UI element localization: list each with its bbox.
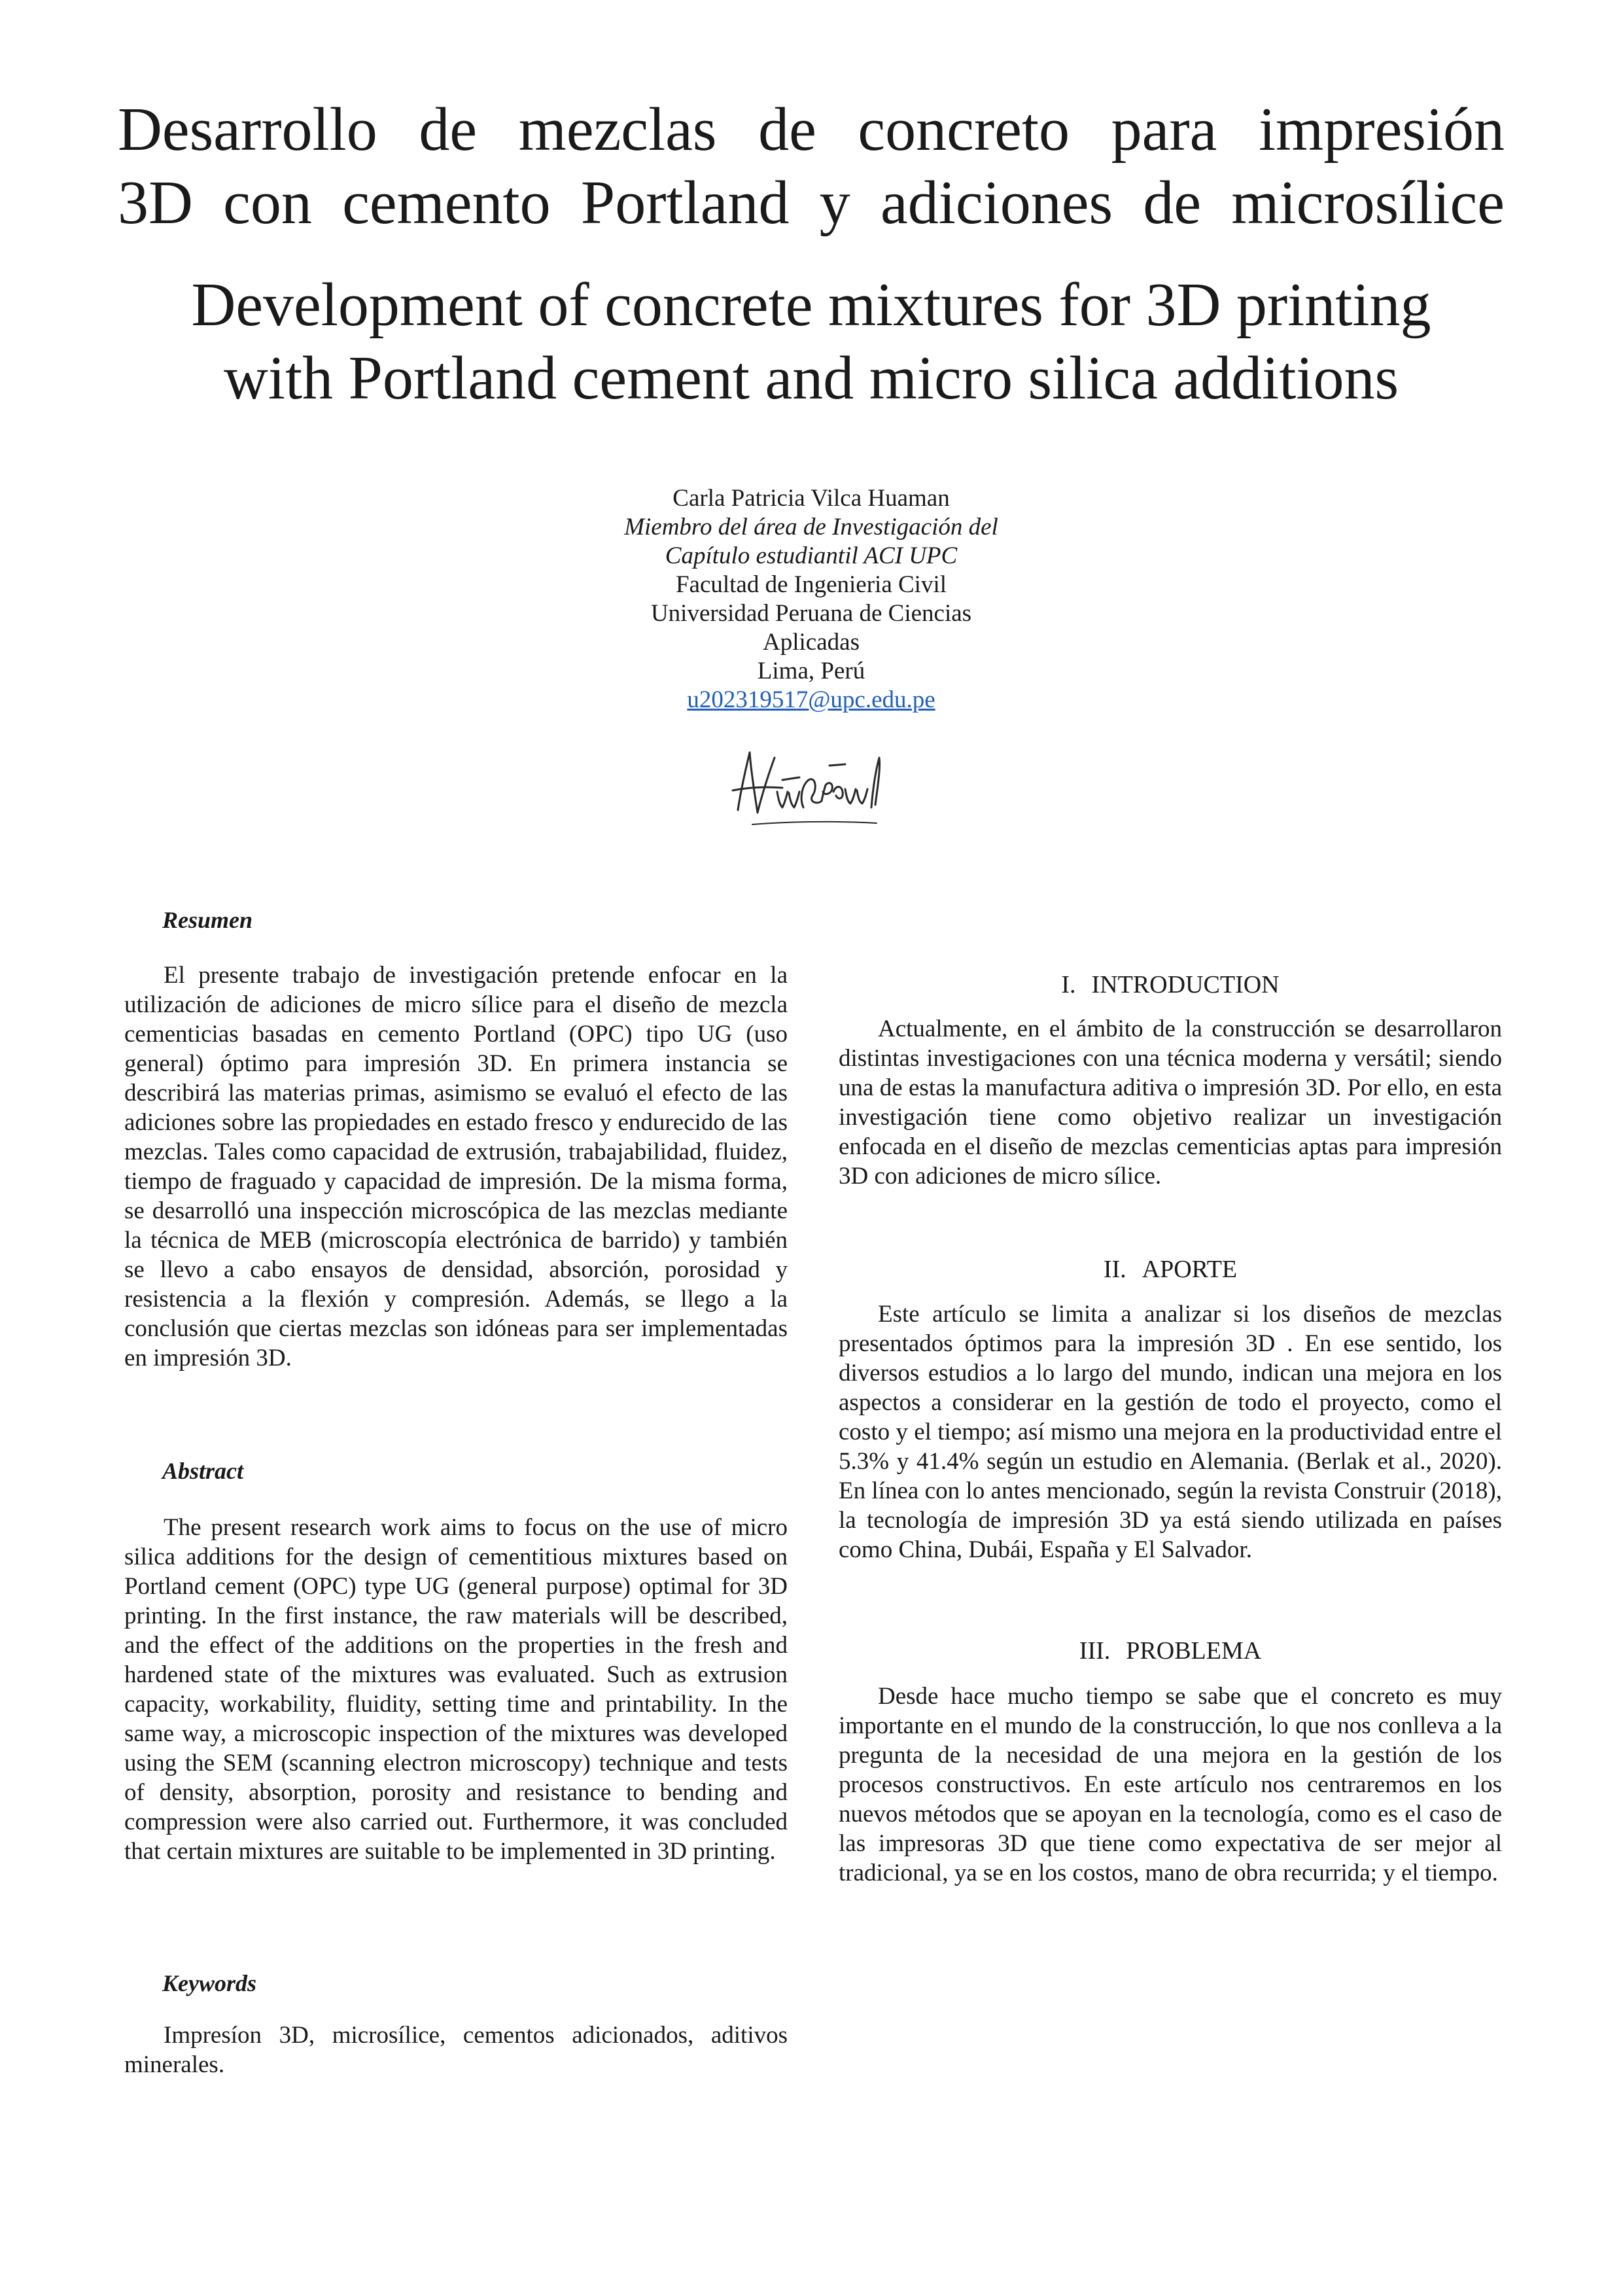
keywords-label: Keywords bbox=[162, 1970, 256, 1996]
section-title: INTRODUCTION bbox=[1091, 971, 1280, 998]
aporte-text bbox=[839, 1299, 1502, 1564]
title-spanish-line-2: 3D con cemento Portland y adiciones de microsílice bbox=[118, 169, 1505, 237]
author-email-link[interactable]: u202319517@upc.edu.pe bbox=[687, 686, 935, 713]
handwritten-signature bbox=[726, 739, 896, 838]
section-heading-introduction bbox=[839, 970, 1502, 1000]
section-heading-aporte bbox=[839, 1254, 1502, 1284]
section-number: I. bbox=[1061, 971, 1076, 998]
section-number: II. bbox=[1103, 1256, 1126, 1283]
author-role-line-1: Miembro del área de Investigación del bbox=[624, 514, 998, 540]
introduction-body: Actualmente, en el ámbito de la construcción se desarrollaron distintas investigaciones con una técnica moderna y versátil; siendo una de estas la manufactura aditiva o impresión 3D. Por ello, en esta investigación tiene como objetivo realizar un investigación enfocada en el diseño de mezclas cementicias aptas para impresión 3D con adiciones de micro sílice. bbox=[839, 1016, 1502, 1190]
title-spanish bbox=[118, 93, 1505, 239]
title-english bbox=[118, 268, 1505, 415]
resumen-text bbox=[124, 961, 788, 1373]
title-spanish-line-1: Desarrollo de mezclas de concreto para impresión bbox=[118, 96, 1505, 164]
author-block bbox=[550, 484, 1073, 715]
abstract-label: Abstract bbox=[162, 1458, 244, 1484]
author-faculty: Facultad de Ingenieria Civil bbox=[675, 571, 947, 598]
abstract-text bbox=[124, 1513, 788, 1866]
introduction-text bbox=[839, 1014, 1502, 1191]
title-english-line-2: with Portland cement and micro silica additions bbox=[223, 344, 1399, 412]
author-university-line-1: Universidad Peruana de Ciencias bbox=[650, 600, 972, 627]
keywords-body: Impresíon 3D, microsílice, cementos adicionados, aditivos minerales. bbox=[124, 2022, 788, 2078]
author-location: Lima, Perú bbox=[757, 658, 865, 684]
problema-text bbox=[839, 1682, 1502, 1888]
section-heading-problema bbox=[839, 1636, 1502, 1666]
section-title: APORTE bbox=[1142, 1256, 1238, 1283]
problema-body: Desde hace mucho tiempo se sabe que el concreto es muy importante en el mundo de la construcción, lo que nos conlleva a la pregunta de la necesidad de una mejora en la gestión de los procesos constructivos. En este artículo nos centraremos en los nuevos métodos que se apoyan en la tecnología, como es el caso de las impresoras 3D que tiene como expectativa de ser mejor al tradicional, ya se en los costos, mano de obra recurrida; y el tiempo. bbox=[839, 1683, 1502, 1886]
abstract-body: The present research work aims to focus on the use of micro silica additions for the design of cementitious mixtures based on Portland cement (OPC) type UG (general purpose) optimal for 3D printing. In the first instance, the raw materials will be described, and the effect of the additions on the properties in the fresh and hardened state of the mixtures was evaluated. Such as extrusion capacity, workability, fluidity, setting time and printability. In the same way, a microscopic inspection of the mixtures was developed using the SEM (scanning electron microscopy) technique and tests of density, absorption, porosity and resistance to bending and compression were also carried out. Furthermore, it was concluded that certain mixtures are suitable to be implemented in 3D printing. bbox=[124, 1514, 788, 1865]
aporte-body: Este artículo se limita a analizar si los diseños de mezclas presentados óptimos para la impresión 3D . En ese sentido, los diversos estudios a lo largo del mundo, indican una mejora en los aspectos a considerar en la gestión de todo el proyecto, como el costo y el tiempo; así mismo una mejora en la productividad entre el 5.3% y 41.4% según un estudio en Alemania. (Berlak et al., 2020). En línea con lo antes mencionado, según la revista Construir (2018), la tecnología de impresión 3D ya está siendo utilizada en países como China, Dubái, España y El Salvador. bbox=[839, 1301, 1502, 1563]
resumen-body: El presente trabajo de investigación pretende enfocar en la utilización de adiciones de micro sílice para el diseño de mezcla cementicias basadas en cemento Portland (OPC) tipo UG (uso general) óptimo para impresión 3D. En primera instancia se describirá las materias primas, asimismo se evaluó el efecto de las adiciones sobre las propiedades en estado fresco y endurecido de las mezclas. Tales como capacidad de extrusión, trabajabilidad, fluidez, tiempo de fraguado y capacidad de impresión. De la misma forma, se desarrolló una inspección microscópica de las mezclas mediante la técnica de MEB (microscopía electrónica de barrido) y también se llevo a cabo ensayos de densidad, absorción, porosidad y resistencia a la flexión y compresión. Además, se llego a la conclusión que ciertas mezclas son idóneas para ser implementadas en impresión 3D. bbox=[124, 962, 788, 1371]
title-english-line-1: Development of concrete mixtures for 3D printing bbox=[191, 271, 1431, 339]
author-role-line-2: Capítulo estudiantil ACI UPC bbox=[665, 542, 958, 569]
author-name: Carla Patricia Vilca Huaman bbox=[672, 485, 950, 512]
resumen-label: Resumen bbox=[162, 907, 253, 933]
keywords-text bbox=[124, 2021, 788, 2079]
author-university-line-2: Aplicadas bbox=[763, 629, 860, 656]
section-title: PROBLEMA bbox=[1126, 1637, 1262, 1665]
section-number: III. bbox=[1079, 1637, 1111, 1665]
